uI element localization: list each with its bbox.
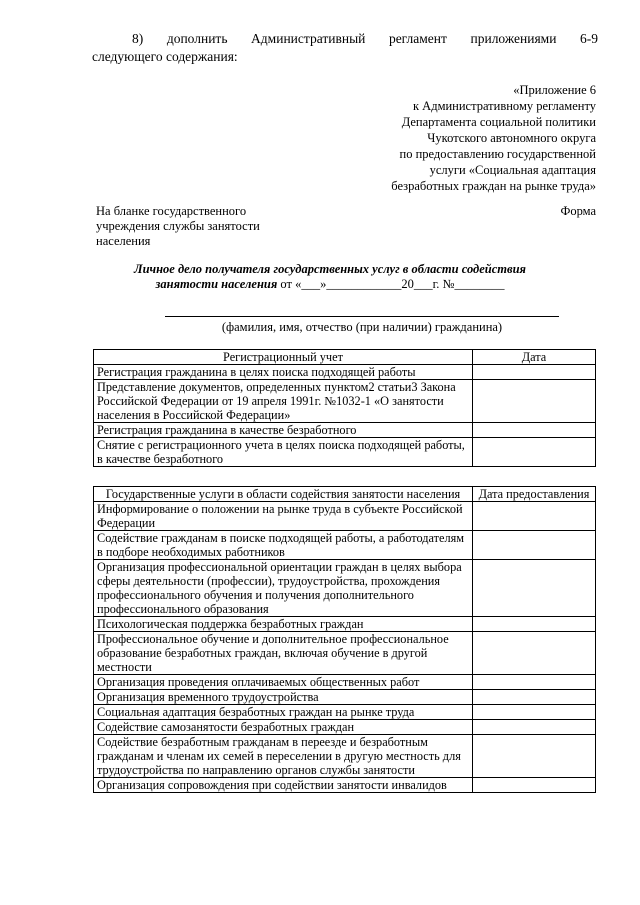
- date-cell[interactable]: [473, 438, 596, 467]
- form-label: Форма: [560, 204, 596, 218]
- appendix-line: Чукотского автономного округа: [427, 131, 596, 145]
- table-row: [94, 531, 596, 560]
- table-row: [94, 705, 596, 720]
- table-cell: Организация профессиональной ориентации граждан в целях выбора сферы деятельности (профессии), трудоустройства, прохождения профессионального обучения и получения дополнительного профессионального образования: [94, 560, 473, 617]
- intro-line-2: следующего содержания:: [92, 49, 238, 64]
- intro-paragraph: [92, 30, 598, 66]
- table-row: [94, 720, 596, 735]
- services-table: [93, 486, 596, 793]
- table-cell: Организация сопровождения при содействии занятости инвалидов: [94, 778, 473, 793]
- date-cell[interactable]: [473, 531, 596, 560]
- appendix-line: безработных граждан на рынке труда»: [391, 179, 596, 193]
- title-line-2-bold: занятости населения: [155, 277, 278, 291]
- letterhead-note: [96, 204, 286, 249]
- table-header-row: [94, 350, 596, 365]
- table-row: [94, 560, 596, 617]
- date-cell[interactable]: [473, 690, 596, 705]
- table-row: [94, 438, 596, 467]
- appendix-header: [356, 82, 596, 194]
- date-cell[interactable]: [473, 632, 596, 675]
- letterhead-line: населения: [96, 234, 151, 248]
- table-cell: Регистрация гражданина в качестве безработного: [94, 423, 473, 438]
- registration-table: [93, 349, 596, 467]
- date-cell[interactable]: [473, 380, 596, 423]
- column-header: Регистрационный учет: [94, 350, 473, 365]
- date-cell[interactable]: [473, 502, 596, 531]
- table-cell: Снятие с регистрационного учета в целях поиска подходящей работы, в качестве безработного: [94, 438, 473, 467]
- date-cell[interactable]: [473, 560, 596, 617]
- fio-label: (фамилия, имя, отчество (при наличии) гражданина): [221, 320, 503, 334]
- table-row: [94, 617, 596, 632]
- intro-line-1: 8) дополнить Административный регламент приложениями 6-9: [132, 31, 598, 46]
- date-cell[interactable]: [473, 705, 596, 720]
- table-row: [94, 502, 596, 531]
- table-cell: Регистрация гражданина в целях поиска подходящей работы: [94, 365, 473, 380]
- fio-underline: [165, 316, 559, 317]
- date-cell[interactable]: [473, 423, 596, 438]
- table-row: [94, 380, 596, 423]
- letterhead-line: учреждения службы занятости: [96, 219, 260, 233]
- table-row: [94, 675, 596, 690]
- table-cell: Организация проведения оплачиваемых общественных работ: [94, 675, 473, 690]
- table-cell: Профессиональное обучение и дополнительное профессиональное образование безработных граждан, включая обучение в другой местности: [94, 632, 473, 675]
- appendix-line: к Административному регламенту: [412, 99, 596, 113]
- table-cell: Представление документов, определенных пунктом2 статьи3 Закона Российской Федерации от 19 апреля 1991г. №1032-1 «О занятости населения в Российской Федерации»: [94, 380, 473, 423]
- table-row: [94, 735, 596, 778]
- table-row: [94, 632, 596, 675]
- date-cell[interactable]: [473, 365, 596, 380]
- table-cell: Организация временного трудоустройства: [94, 690, 473, 705]
- title-line-2-fields: от «___»____________20___г. №________: [277, 277, 505, 291]
- table-cell: Содействие самозанятости безработных граждан: [94, 720, 473, 735]
- table-cell: Содействие безработным гражданам в переезде и безработным гражданам и членам их семей в переселении в другую местность для трудоустройства по направлению органов службы занятости: [94, 735, 473, 778]
- appendix-line: услуги «Социальная адаптация: [429, 163, 596, 177]
- table-cell: Содействие гражданам в поиске подходящей работы, а работодателям в подборе необходимых работников: [94, 531, 473, 560]
- appendix-line: «Приложение 6: [513, 83, 596, 97]
- appendix-line: по предоставлению государственной: [399, 147, 596, 161]
- table-row: [94, 778, 596, 793]
- title-line-1: Личное дело получателя государственных услуг в области содействия: [134, 262, 526, 276]
- table-cell: Информирование о положении на рынке труда в субъекте Российской Федерации: [94, 502, 473, 531]
- column-header: Дата предоставления: [473, 487, 596, 502]
- date-cell[interactable]: [473, 617, 596, 632]
- table-cell: Психологическая поддержка безработных граждан: [94, 617, 473, 632]
- appendix-line: Департамента социальной политики: [401, 115, 596, 129]
- table-row: [94, 365, 596, 380]
- date-cell[interactable]: [473, 720, 596, 735]
- document-title: [120, 262, 540, 292]
- table-header-row: [94, 487, 596, 502]
- date-cell[interactable]: [473, 778, 596, 793]
- column-header: Государственные услуги в области содействия занятости населения: [94, 487, 473, 502]
- table-row: [94, 423, 596, 438]
- column-header: Дата: [473, 350, 596, 365]
- date-cell[interactable]: [473, 675, 596, 690]
- letterhead-line: На бланке государственного: [96, 204, 247, 218]
- date-cell[interactable]: [473, 735, 596, 778]
- table-row: [94, 690, 596, 705]
- table-cell: Социальная адаптация безработных граждан на рынке труда: [94, 705, 473, 720]
